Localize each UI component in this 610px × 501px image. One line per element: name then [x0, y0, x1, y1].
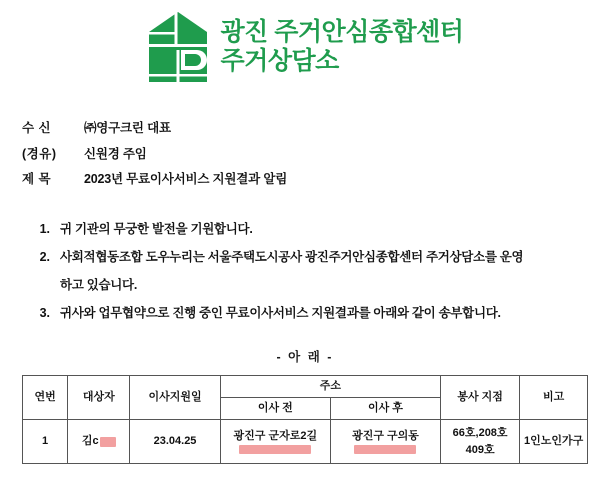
logo-title-line2: 주거상담소 [220, 47, 339, 75]
address-value-via: 신원경 주임 [84, 146, 147, 161]
house-logo-icon [147, 10, 209, 84]
list-item-number: 2. [39, 250, 50, 264]
table-header-note: 비고 [520, 376, 588, 420]
cell-address-after [330, 420, 440, 464]
list-item-text-line2: 하고 있습니다. [60, 278, 137, 293]
below-marker: - 아 래 - [276, 350, 334, 365]
redaction-mark [354, 445, 416, 454]
table-header-row-1 [23, 376, 588, 398]
list-item-number: 1. [39, 221, 50, 236]
result-table [22, 375, 588, 464]
address-value-subject: 2023년 무료이사서비스 지원결과 알림 [84, 172, 288, 187]
address-row-via [22, 142, 610, 168]
cell-spot [441, 420, 520, 464]
list-item-text [60, 243, 576, 299]
list-item-text-line1: 사회적협동조합 도우누리는 서울주택도시공사 광진주거안심종합센터 주거상담소를 운영 [60, 250, 524, 264]
list-item-text: 귀 기관의 무궁한 발전을 기원합니다. [60, 221, 253, 236]
document-header [0, 0, 610, 84]
body-list [34, 215, 576, 328]
redaction-mark [239, 445, 311, 454]
table-header-seq: 연번 [23, 376, 68, 420]
address-label-via: (경유) [22, 146, 57, 161]
result-table-wrap [22, 375, 588, 464]
cell-spot-line1: 66호,208호 [452, 426, 508, 439]
cell-seq: 1 [23, 420, 68, 464]
list-item [34, 243, 576, 299]
cell-address-before [220, 420, 330, 464]
table-header-target: 대상자 [68, 376, 130, 420]
address-value-recipient: ㈜영구크린 대표 [84, 121, 171, 135]
table-header-date: 이사지원일 [130, 376, 220, 420]
table-header-address-group: 주소 [220, 376, 440, 398]
logo-text [221, 18, 464, 77]
cell-note: 1인노인가구 [520, 420, 588, 464]
cell-target [68, 420, 130, 464]
address-label-subject: 제 목 [22, 172, 52, 187]
address-label-recipient: 수 신 [22, 121, 52, 135]
cell-address-after-line1: 광진구 구의동 [352, 429, 419, 442]
table-header-address-after: 이사 후 [330, 398, 440, 420]
list-item [34, 215, 576, 243]
table-header-address-before: 이사 전 [220, 398, 330, 420]
redaction-mark [100, 437, 116, 447]
cell-spot-line2: 409호 [465, 443, 495, 456]
table-header-spot: 봉사 지점 [441, 376, 520, 420]
address-block [22, 116, 610, 193]
list-item-text: 귀사와 업무협약으로 진행 중인 무료이사서비스 지원결과를 아래와 같이 송부합니다. [60, 306, 501, 321]
address-row-recipient [22, 116, 610, 142]
cell-date: 23.04.25 [130, 420, 220, 464]
logo-title-line1: 광진 주거안심종합센터 [220, 17, 464, 46]
list-item [34, 299, 576, 327]
cell-target-prefix: 김c [81, 435, 99, 448]
address-row-subject [22, 167, 610, 193]
cell-address-before-line1: 광진구 군자로2길 [233, 429, 318, 442]
table-row [23, 420, 588, 464]
list-item-number: 3. [39, 306, 50, 321]
